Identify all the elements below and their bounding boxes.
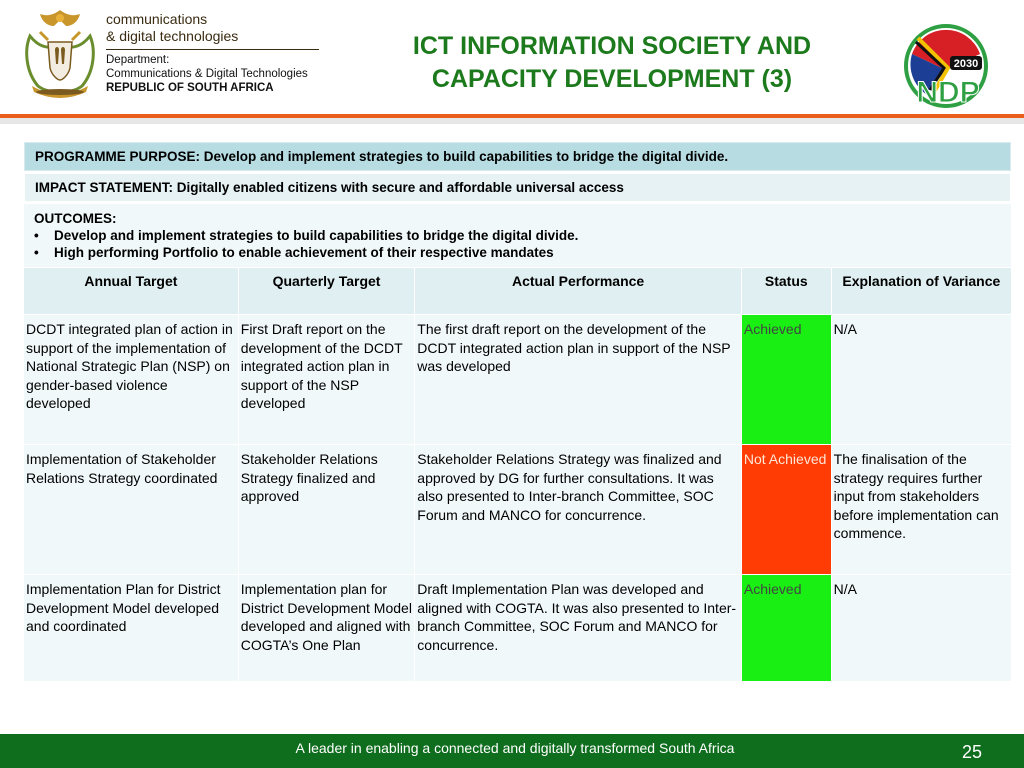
header-explanation: Explanation of Variance	[832, 268, 1011, 314]
dept-label: Department:	[106, 54, 170, 66]
cell-annual-target: Implementation of Stakeholder Relations Strategy coordinated	[24, 445, 238, 574]
outcomes-block	[24, 204, 1011, 267]
cell-quarterly-target: Stakeholder Relations Strategy finalized and approved	[239, 445, 415, 574]
header-annual-target: Annual Target	[24, 268, 238, 314]
cell-explanation: N/A	[832, 315, 1011, 444]
slide-footer	[0, 734, 1024, 768]
outcomes-label: OUTCOMES:	[34, 211, 117, 226]
header-status: Status	[742, 268, 831, 314]
cell-quarterly-target: Implementation plan for District Development Model developed and aligned with COGTA’s One Plan	[239, 575, 415, 681]
ndp-text: NDP	[916, 76, 980, 108]
ndp-year: 2030	[953, 58, 979, 70]
coat-of-arms-icon	[22, 6, 98, 98]
country-name: REPUBLIC OF SOUTH AFRICA	[106, 82, 274, 94]
cell-actual-performance: Draft Implementation Plan was developed and aligned with COGTA. It was also presented to Inter-branch Committee, SOC Forum and MANCO for concurrence.	[415, 575, 741, 681]
performance-table	[23, 267, 1012, 682]
table-header-row	[24, 268, 1011, 314]
department-logo-text	[106, 11, 321, 95]
dept-name-line2: & digital technologies	[106, 28, 239, 44]
slide-header	[0, 0, 1024, 118]
cell-annual-target: DCDT integrated plan of action in support of the implementation of National Strategic Plan (NSP) on gender-based violence developed	[24, 315, 238, 444]
footer-tagline: A leader in enabling a connected and digitally transformed South Africa	[295, 740, 735, 756]
slide-title-line1: ICT INFORMATION SOCIETY AND	[412, 32, 812, 60]
status-badge: Not Achieved	[742, 445, 831, 574]
header-actual-performance: Actual Performance	[415, 268, 741, 314]
table-row	[24, 445, 1011, 574]
cell-actual-performance: The first draft report on the development of the DCDT integrated action plan in support of the NSP was developed	[415, 315, 741, 444]
dept-name-line1: communications	[106, 11, 208, 27]
status-badge: Achieved	[742, 575, 831, 681]
cell-explanation: The finalisation of the strategy requires further input from stakeholders before implementation can commence.	[832, 445, 1011, 574]
slide-title-line2: CAPACITY DEVELOPMENT (3)	[431, 65, 793, 93]
outcome-item: • High performing Portfolio to enable achievement of their respective mandates	[34, 245, 554, 260]
cell-quarterly-target: First Draft report on the development of the DCDT integrated action plan in support of the NSP developed	[239, 315, 415, 444]
dept-full-name: Communications & Digital Technologies	[106, 68, 308, 80]
cell-actual-performance: Stakeholder Relations Strategy was finalized and approved by DG for further consultations. It was also presented to Inter-branch Committee, SOC Forum and MANCO for concurrence.	[415, 445, 741, 574]
table-row	[24, 575, 1011, 681]
page-number: 25	[962, 742, 983, 762]
slide-title	[352, 30, 872, 96]
cell-explanation: N/A	[832, 575, 1011, 681]
table-row	[24, 315, 1011, 444]
ndp-2030-logo-icon	[904, 24, 988, 108]
header-quarterly-target: Quarterly Target	[239, 268, 415, 314]
programme-panel	[24, 142, 1011, 682]
header-shadow-band	[0, 118, 1024, 124]
impact-statement: IMPACT STATEMENT: Digitally enabled citizens with secure and affordable universal access	[24, 173, 1011, 202]
outcome-item: • Develop and implement strategies to build capabilities to bridge the digital divide.	[34, 228, 579, 243]
status-badge: Achieved	[742, 315, 831, 444]
programme-purpose: PROGRAMME PURPOSE: Develop and implement strategies to build capabilities to bridge the digital divide.	[24, 142, 1011, 171]
dept-divider	[106, 49, 319, 50]
cell-annual-target: Implementation Plan for District Development Model developed and coordinated	[24, 575, 238, 681]
